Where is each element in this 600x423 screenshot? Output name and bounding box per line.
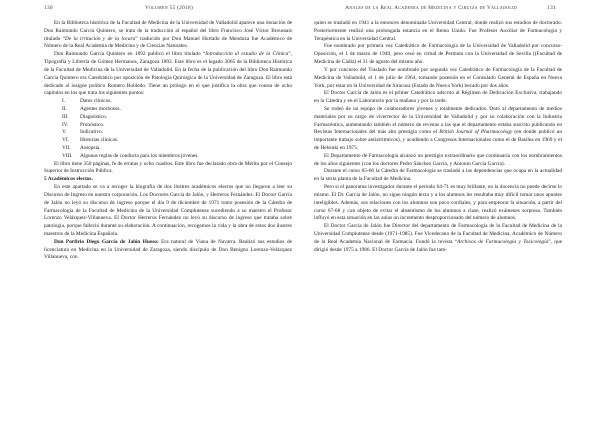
journal-title: Archivos de Farmacología y Toxicología	[457, 238, 549, 245]
left-page-number: 130	[44, 5, 53, 11]
list-item: I. Datos clínicos.	[62, 98, 112, 105]
paragraph: Y por concurso del Traslado fue nombrado por segunda vez Catedrático de Farmacología de la Facultad de Medicina de Valladolid, el 1 de julio de 1964, tomando posesión en el Consulado General de España en Nueva York, por estar en la Universidad de Siracusa (Estado de Nueva York) becado por dos años.	[314, 66, 562, 89]
paragraph: El libro tiene 350 páginas, fe de erratas y ocho cuadros. Este libro fue declarado obra de Mérito por el Consejo Superior de Instrucción Pública.	[44, 160, 292, 175]
list-item: VIII. Algunas reglas de conducta para los miembros jóvenes.	[62, 152, 199, 159]
paragraph: Don Porfirio Diego García de Jalón Hueso: Era natural de Viana de Navarra. Realizó sus estudios de licenciatura en Medicina en la Universidad de Zaragoza, siendo discípulo de Don Benigno Lorenzo-Velázquez Villanueva, con	[44, 238, 292, 261]
right-running-head: Anales de la Real Academia de Medicina y Cirugía de Valladolid	[345, 5, 517, 11]
right-page-number: 131	[547, 5, 556, 11]
chapter-list	[44, 98, 292, 161]
section-heading: 5 Académicos electos.	[44, 176, 93, 183]
list-item: III. Diagnóstico.	[62, 113, 108, 120]
paragraph: El Departamento de Farmacología alcanzó un prestigio extraordinario que continuaría con los nombramientos de los años siguientes (con los doctores Pedro Sánchez García, y Antonio García García).	[314, 152, 562, 167]
list-item: V. Indicativo.	[62, 129, 104, 136]
paragraph: Don Raimundo García Quintero en 1892 publicó el libro titulado “Introducción al estudio de la Clínica”, Tipografía y Librería de Gómez Hermanos, Zaragoza 1892. Este libro es el legado 3065 de la Biblioteca Histórica de la Facultad de Medicina de la Universidad de Valladolid. En la fecha de la publicación del libro Don Raimundo García Quintero era Catedrático por oposición de Patología Quirúrgica de la Universidad de Zaragoza. El libro está dedicado al insigne político Romero Robledo. Tiene un prólogo en el que justifica la obra que consta de ocho capítulos en los que trata los siguientes puntos:	[44, 51, 292, 97]
paragraph: Fue nombrado por primera vez Catedrático de Farmacología de la Universidad de Valladolid por concurso-Oposición, el 1 de marzo de 1949, pero cesó en virtud de Permuta con la Universidad de Sevilla ((Facultad de Medicina de Cádiz) el 31 de agosto del mismo año.	[314, 43, 562, 66]
book-title: De la irritación y de la locura	[65, 35, 136, 42]
list-item: VI. Historias clínicas.	[62, 137, 119, 144]
paragraph: Pero si el panorama investigador durante el periodo 64-71 es muy brillante, en la docencia no puede decirse lo mismo. El Dr. García de Jalón, no sigue ningún texto y a los alumnos les resultaba muy difícil tomar unos apuntes inteligibles. Además, sus relaciones con los alumnos son poco cordiales, y para empeorar la situación, a partir del curso 67-68 y con objeto de evitar el absentismo de los alumnos a clase, realizó exámenes sorpresa. También influyó en esta situación en las aulas un incremento desproporcionado del número de alumnos.	[314, 184, 562, 222]
book-title: Introducción al estudio de la Clínica	[205, 51, 289, 58]
left-running-head: Volumen 55 (2018)	[144, 5, 194, 11]
paragraph: Durante el curso 65-66 la Cátedra de Farmacología se trasladó a las dependencias que ocupa en la actualidad en la sexta planta de la Facultad de Medicina.	[314, 168, 562, 183]
paragraph: El Doctor García de Jalón fue Director del departamento de Farmacología de la Facultad de Medicina de la Universidad Complutense desde (1971-1985). Fue Vicedecano de la Facultad de Medicina, Académico de Número de la Real Academia Nacional de Farmacia. Fundó la revista “Archivos de Farmacología y Toxicología”, que dirigió desde 1975 a 1986. El Doctor García de Jalón fue tam-	[314, 223, 563, 253]
list-item: IV. Pronóstico.	[62, 121, 105, 128]
paragraph: En la Biblioteca histórica de la Facultad de Medicina de la Universidad de Valladolid aparece una donación de Don Raimundo García Quintero, se trata de la traducción al español del libro Francisco José Víctor Broussais titulado “De la irritación y de la locura” traducido por Don Manuel Hurtado de Mendoza fue Académico de Número de la Real Academia de Medicina y de Ciencias Naturales.	[44, 20, 292, 50]
paragraph: Se rodeó de un equipo de colaboradores jóvenes y totalmente dedicados. Dotó al departamento de medios materiales por su cargo de vicerrector de la Universidad de Valladolid y por su colaboración con la Industria Farmacéutica, aumentando también el número de revistas a las que el departamento estaba suscrito publicando en Revistas Internacionales del más alto prestigio como el British Journal of Pharmacology (en donde publicó un importante trabajo sobre antiarritmicos), y acudiendo a Congresos Internacionales como el de Basilea en 1969 y el de Helsinki en 1975.	[314, 105, 562, 151]
paragraph: En este apartado se va a recoger la biografía de dos ilustres académicos electos que no llegaron a leer su Discurso de Ingreso en nuestra corporación. Los Doctores García de Jalón, y Herreros Fernández. El Doctor García de Jalón no leyó su discurso de ingreso porque el día 9 de diciembre de 1971 tomo posesión de la Cátedra de Farmacología de la Facultad de Medicina de la Universidad Complutense sucediendo a su maestro el Profesor Lorenzo Velázquez-Villanueva. El Doctor Herreros Fernández no leyó su discurso de ingreso que trataba sobre patología, porque falleció durante su elaboración. A continuación, recogemos la vida y la obra de estos dos ilustres maestros de la Medicina Española.	[44, 184, 292, 237]
list-item: II. Agentes morbosos.	[62, 105, 121, 112]
right-page	[300, 0, 600, 423]
paragraph: quien se trasladó en 1941 a la entonces denominada Universidad Central, donde realizó sus estudios de doctorado. Posteriormente realizó una prolongada estancia en el Reino Unido. Fue Profesor Auxiliar de Farmacología y Terapéutica en la Universidad Central.	[314, 20, 562, 42]
list-item: VII. Autopsia.	[62, 145, 101, 151]
person-name: Don Porfirio Diego García de Jalón Hueso:	[54, 238, 159, 245]
paragraph: El Doctor García de Jalón es el primer Catedrático adscrito al Régimen de Dedicación Exclusiva, trabajando en la Cátedra y en el Laboratorio por la mañana y por la tarde.	[314, 90, 562, 105]
journal-title: British Journal of Pharmacology	[439, 129, 513, 136]
left-body-text	[44, 20, 292, 262]
right-body-text	[314, 20, 562, 254]
